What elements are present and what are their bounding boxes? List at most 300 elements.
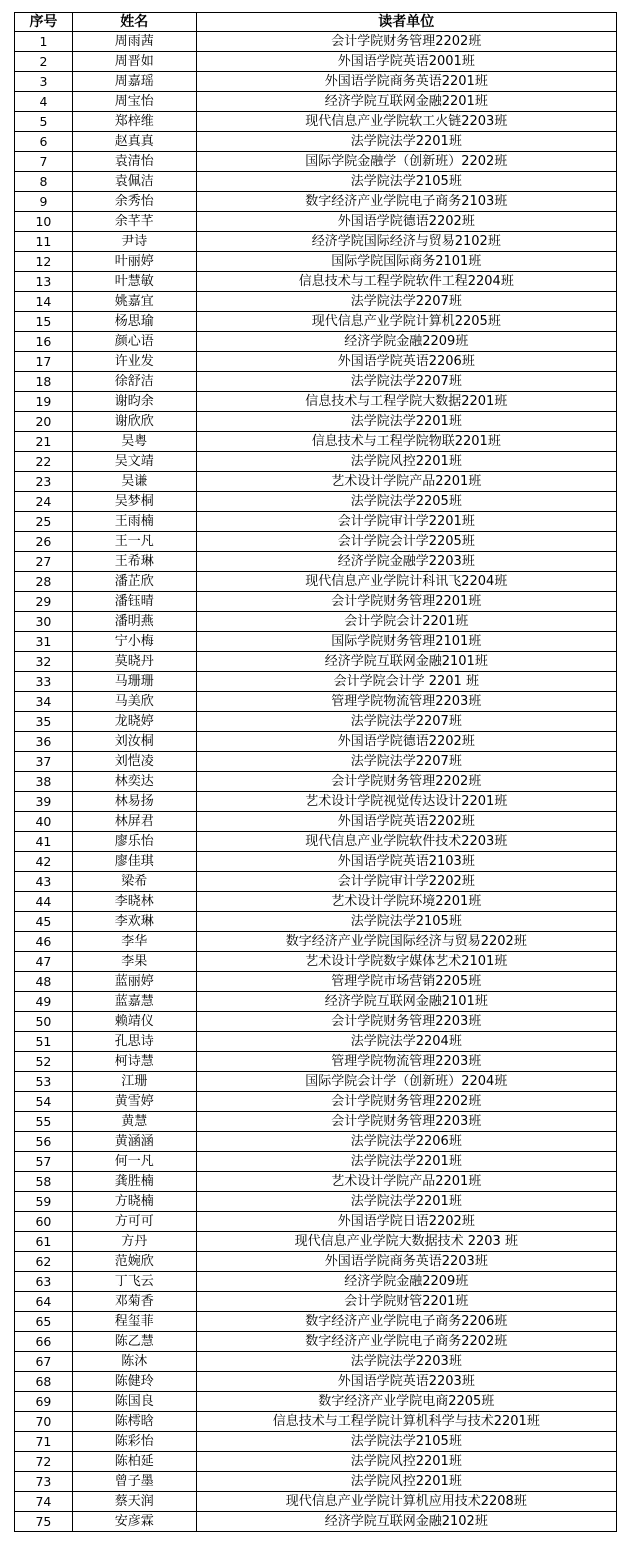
serial-number-cell: 74 [15,1492,73,1512]
name-cell: 宁小梅 [72,632,196,652]
serial-number-cell: 48 [15,972,73,992]
name-cell: 马美欣 [72,692,196,712]
reader-unit-cell: 法学院风控2201班 [196,1472,616,1492]
reader-unit-cell: 国际学院金融学（创新班）2202班 [196,152,616,172]
name-cell: 丁飞云 [72,1272,196,1292]
table-row [15,72,617,92]
serial-number-cell: 31 [15,632,73,652]
serial-number-cell: 63 [15,1272,73,1292]
reader-unit-cell: 数字经济产业学院电商2205班 [196,1392,616,1412]
name-cell: 龙晓婷 [72,712,196,732]
table-row [15,812,617,832]
table-row [15,52,617,72]
name-cell: 叶慧敏 [72,272,196,292]
name-cell: 潘明燕 [72,612,196,632]
reader-unit-cell: 法学院法学2201班 [196,1152,616,1172]
serial-number-cell: 72 [15,1452,73,1472]
reader-unit-cell: 法学院法学2207班 [196,372,616,392]
reader-unit-cell: 法学院法学2105班 [196,1432,616,1452]
reader-unit-cell: 艺术设计学院产品2201班 [196,472,616,492]
name-cell: 余秀怡 [72,192,196,212]
serial-number-cell: 51 [15,1032,73,1052]
serial-number-cell: 44 [15,892,73,912]
name-cell: 周晋如 [72,52,196,72]
table-row [15,1232,617,1252]
name-cell: 颜心语 [72,332,196,352]
serial-number-cell: 37 [15,752,73,772]
table-row [15,1172,617,1192]
name-cell: 黄慧 [72,1112,196,1132]
name-cell: 曾子墨 [72,1472,196,1492]
serial-number-cell: 57 [15,1152,73,1172]
reader-unit-cell: 外国语学院商务英语2201班 [196,72,616,92]
serial-number-cell: 68 [15,1372,73,1392]
table-row [15,1152,617,1172]
reader-unit-cell: 会计学院财务管理2202班 [196,772,616,792]
table-row [15,672,617,692]
name-cell: 江珊 [72,1072,196,1092]
table-row [15,1472,617,1492]
table-row [15,92,617,112]
reader-unit-cell: 法学院法学2207班 [196,752,616,772]
reader-unit-cell: 会计学院财务管理2202班 [196,1092,616,1112]
table-row [15,552,617,572]
name-cell: 潘钰晴 [72,592,196,612]
reader-unit-cell: 国际学院会计学（创新班）2204班 [196,1072,616,1092]
table-row [15,772,617,792]
name-cell: 李晓林 [72,892,196,912]
serial-number-cell: 38 [15,772,73,792]
table-row [15,412,617,432]
name-cell: 邓菊香 [72,1292,196,1312]
serial-number-cell: 73 [15,1472,73,1492]
serial-number-cell: 21 [15,432,73,452]
table-row [15,292,617,312]
table-row [15,612,617,632]
table-row [15,872,617,892]
table-row [15,532,617,552]
table-row [15,1332,617,1352]
serial-number-cell: 46 [15,932,73,952]
reader-unit-cell: 会计学院财务管理2201班 [196,592,616,612]
reader-unit-cell: 现代信息产业学院计算机2205班 [196,312,616,332]
table-row [15,932,617,952]
table-row [15,592,617,612]
name-cell: 吴粤 [72,432,196,452]
reader-unit-cell: 现代信息产业学院计科讯飞2204班 [196,572,616,592]
table-row [15,1092,617,1112]
table-row [15,392,617,412]
name-cell: 姚嘉宜 [72,292,196,312]
table-row [15,1392,617,1412]
name-cell: 范婉欣 [72,1252,196,1272]
reader-unit-cell: 现代信息产业学院计算机应用技术2208班 [196,1492,616,1512]
name-cell: 黄雪婷 [72,1092,196,1112]
serial-number-cell: 17 [15,352,73,372]
reader-unit-cell: 经济学院金融2209班 [196,1272,616,1292]
table-row [15,172,617,192]
serial-number-cell: 64 [15,1292,73,1312]
reader-unit-cell: 会计学院财务管理2203班 [196,1112,616,1132]
reader-list-table [14,12,617,1532]
serial-number-cell: 41 [15,832,73,852]
serial-number-cell: 59 [15,1192,73,1212]
serial-number-cell: 19 [15,392,73,412]
table-row [15,912,617,932]
serial-number-cell: 58 [15,1172,73,1192]
name-cell: 周嘉瑶 [72,72,196,92]
table-row [15,1452,617,1472]
table-row [15,732,617,752]
name-cell: 林屏君 [72,812,196,832]
serial-number-cell: 33 [15,672,73,692]
table-row [15,1132,617,1152]
reader-unit-cell: 经济学院金融2209班 [196,332,616,352]
name-cell: 龚胜楠 [72,1172,196,1192]
reader-unit-cell: 外国语学院英语2206班 [196,352,616,372]
table-row [15,1212,617,1232]
serial-number-cell: 32 [15,652,73,672]
name-cell: 陈柏延 [72,1452,196,1472]
table-row [15,952,617,972]
reader-unit-cell: 外国语学院德语2202班 [196,732,616,752]
reader-unit-cell: 经济学院互联网金融2201班 [196,92,616,112]
table-row [15,232,617,252]
reader-unit-cell: 法学院法学2201班 [196,132,616,152]
table-row [15,852,617,872]
table-row [15,152,617,172]
name-cell: 许业发 [72,352,196,372]
header-row [15,13,617,32]
serial-number-cell: 36 [15,732,73,752]
serial-number-cell: 24 [15,492,73,512]
reader-unit-cell: 法学院法学2203班 [196,1352,616,1372]
name-cell: 谢昀余 [72,392,196,412]
name-cell: 刘汝桐 [72,732,196,752]
reader-unit-cell: 会计学院财务管理2202班 [196,32,616,52]
serial-number-cell: 54 [15,1092,73,1112]
table-row [15,372,617,392]
reader-unit-cell: 经济学院金融学2203班 [196,552,616,572]
name-cell: 潘芷欣 [72,572,196,592]
name-cell: 梁希 [72,872,196,892]
name-cell: 柯诗慧 [72,1052,196,1072]
name-cell: 蓝丽婷 [72,972,196,992]
table-row [15,352,617,372]
name-cell: 李欢琳 [72,912,196,932]
serial-number-cell: 71 [15,1432,73,1452]
name-cell: 陈乙慧 [72,1332,196,1352]
table-row [15,312,617,332]
name-cell: 何一凡 [72,1152,196,1172]
name-cell: 周雨茜 [72,32,196,52]
name-cell: 安彦霖 [72,1512,196,1532]
reader-unit-cell: 会计学院会计学 2201 班 [196,672,616,692]
name-cell: 周宝怡 [72,92,196,112]
name-cell: 尹诗 [72,232,196,252]
name-cell: 廖佳琪 [72,852,196,872]
reader-unit-cell: 艺术设计学院环境2201班 [196,892,616,912]
name-cell: 郑梓维 [72,112,196,132]
serial-number-cell: 9 [15,192,73,212]
serial-number-cell: 55 [15,1112,73,1132]
table-row [15,472,617,492]
name-cell: 陈国良 [72,1392,196,1412]
reader-unit-cell: 信息技术与工程学院软件工程2204班 [196,272,616,292]
name-cell: 袁清怡 [72,152,196,172]
table-row [15,1052,617,1072]
reader-unit-cell: 数字经济产业学院电子商务2202班 [196,1332,616,1352]
name-cell: 陈沐 [72,1352,196,1372]
table-row [15,1432,617,1452]
name-cell: 陈樗晗 [72,1412,196,1432]
name-cell: 程玺菲 [72,1312,196,1332]
table-row [15,112,617,132]
table-row [15,1492,617,1512]
reader-unit-cell: 经济学院互联网金融2102班 [196,1512,616,1532]
serial-number-cell: 3 [15,72,73,92]
name-cell: 马珊珊 [72,672,196,692]
name-cell: 王希琳 [72,552,196,572]
table-row [15,992,617,1012]
serial-number-cell: 47 [15,952,73,972]
name-cell: 李果 [72,952,196,972]
table-row [15,572,617,592]
serial-number-cell: 11 [15,232,73,252]
serial-number-cell: 5 [15,112,73,132]
table-row [15,1192,617,1212]
table-row [15,792,617,812]
reader-unit-cell: 会计学院财管2201班 [196,1292,616,1312]
serial-number-cell: 7 [15,152,73,172]
reader-unit-cell: 法学院风控2201班 [196,1452,616,1472]
reader-unit-cell: 管理学院物流管理2203班 [196,692,616,712]
table-row [15,1112,617,1132]
serial-number-cell: 53 [15,1072,73,1092]
name-cell: 林易扬 [72,792,196,812]
header-serial-number: 序号 [15,13,73,32]
table-row [15,332,617,352]
serial-number-cell: 75 [15,1512,73,1532]
reader-unit-cell: 法学院法学2207班 [196,292,616,312]
serial-number-cell: 18 [15,372,73,392]
reader-unit-cell: 法学院法学2205班 [196,492,616,512]
name-cell: 廖乐怡 [72,832,196,852]
serial-number-cell: 6 [15,132,73,152]
reader-unit-cell: 信息技术与工程学院物联2201班 [196,432,616,452]
serial-number-cell: 25 [15,512,73,532]
name-cell: 莫晓丹 [72,652,196,672]
table-row [15,1292,617,1312]
serial-number-cell: 26 [15,532,73,552]
serial-number-cell: 56 [15,1132,73,1152]
serial-number-cell: 34 [15,692,73,712]
table-row [15,512,617,532]
serial-number-cell: 30 [15,612,73,632]
reader-unit-cell: 现代信息产业学院软工火链2203班 [196,112,616,132]
reader-unit-cell: 会计学院财务管理2203班 [196,1012,616,1032]
reader-unit-cell: 法学院法学2105班 [196,912,616,932]
reader-unit-cell: 国际学院财务管理2101班 [196,632,616,652]
serial-number-cell: 20 [15,412,73,432]
name-cell: 王雨楠 [72,512,196,532]
name-cell: 方可可 [72,1212,196,1232]
table-row [15,832,617,852]
serial-number-cell: 1 [15,32,73,52]
serial-number-cell: 65 [15,1312,73,1332]
reader-unit-cell: 会计学院会计2201班 [196,612,616,632]
name-cell: 方晓楠 [72,1192,196,1212]
serial-number-cell: 22 [15,452,73,472]
name-cell: 余芊芊 [72,212,196,232]
name-cell: 赵真真 [72,132,196,152]
table-row [15,752,617,772]
serial-number-cell: 66 [15,1332,73,1352]
reader-unit-cell: 外国语学院英语2203班 [196,1372,616,1392]
header-reader-unit: 读者单位 [196,13,616,32]
table-row [15,1372,617,1392]
table-row [15,1272,617,1292]
serial-number-cell: 43 [15,872,73,892]
reader-unit-cell: 外国语学院英语2202班 [196,812,616,832]
name-cell: 赖靖仪 [72,1012,196,1032]
serial-number-cell: 60 [15,1212,73,1232]
table-row [15,1012,617,1032]
reader-unit-cell: 数字经济产业学院电子商务2206班 [196,1312,616,1332]
reader-unit-cell: 经济学院国际经济与贸易2102班 [196,232,616,252]
reader-unit-cell: 外国语学院英语2001班 [196,52,616,72]
reader-unit-cell: 艺术设计学院数字媒体艺术2101班 [196,952,616,972]
table-row [15,272,617,292]
table-row [15,712,617,732]
table-row [15,492,617,512]
serial-number-cell: 39 [15,792,73,812]
name-cell: 吴文靖 [72,452,196,472]
name-cell: 刘恺凌 [72,752,196,772]
serial-number-cell: 62 [15,1252,73,1272]
table-row [15,212,617,232]
name-cell: 谢欣欣 [72,412,196,432]
name-cell: 徐舒洁 [72,372,196,392]
table-row [15,132,617,152]
table-row [15,1312,617,1332]
reader-unit-cell: 数字经济产业学院国际经济与贸易2202班 [196,932,616,952]
serial-number-cell: 69 [15,1392,73,1412]
reader-unit-cell: 法学院法学2206班 [196,1132,616,1152]
serial-number-cell: 27 [15,552,73,572]
name-cell: 吴谦 [72,472,196,492]
table-row [15,32,617,52]
serial-number-cell: 45 [15,912,73,932]
table-row [15,452,617,472]
serial-number-cell: 8 [15,172,73,192]
reader-unit-cell: 外国语学院德语2202班 [196,212,616,232]
reader-unit-cell: 信息技术与工程学院计算机科学与技术2201班 [196,1412,616,1432]
table-row [15,632,617,652]
name-cell: 叶丽婷 [72,252,196,272]
name-cell: 陈彩怡 [72,1432,196,1452]
name-cell: 吴梦桐 [72,492,196,512]
name-cell: 方丹 [72,1232,196,1252]
reader-unit-cell: 会计学院审计学2201班 [196,512,616,532]
table-row [15,192,617,212]
reader-unit-cell: 经济学院互联网金融2101班 [196,992,616,1012]
reader-unit-cell: 信息技术与工程学院大数据2201班 [196,392,616,412]
table-row [15,1072,617,1092]
serial-number-cell: 10 [15,212,73,232]
name-cell: 蔡天润 [72,1492,196,1512]
table-row [15,1032,617,1052]
serial-number-cell: 28 [15,572,73,592]
serial-number-cell: 16 [15,332,73,352]
reader-unit-cell: 管理学院物流管理2203班 [196,1052,616,1072]
table-body [15,32,617,1532]
name-cell: 黄涵涵 [72,1132,196,1152]
serial-number-cell: 13 [15,272,73,292]
reader-unit-cell: 法学院法学2207班 [196,712,616,732]
reader-unit-cell: 法学院风控2201班 [196,452,616,472]
reader-unit-cell: 外国语学院商务英语2203班 [196,1252,616,1272]
reader-unit-cell: 国际学院国际商务2101班 [196,252,616,272]
table-row [15,252,617,272]
name-cell: 李华 [72,932,196,952]
reader-unit-cell: 现代信息产业学院软件技术2203班 [196,832,616,852]
serial-number-cell: 40 [15,812,73,832]
table-row [15,1512,617,1532]
serial-number-cell: 15 [15,312,73,332]
reader-unit-cell: 法学院法学2105班 [196,172,616,192]
reader-unit-cell: 会计学院会计学2205班 [196,532,616,552]
reader-unit-cell: 现代信息产业学院大数据技术 2203 班 [196,1232,616,1252]
table-row [15,972,617,992]
reader-unit-cell: 外国语学院英语2103班 [196,852,616,872]
serial-number-cell: 61 [15,1232,73,1252]
table-row [15,1352,617,1372]
serial-number-cell: 12 [15,252,73,272]
table-row [15,1412,617,1432]
reader-unit-cell: 法学院法学2201班 [196,412,616,432]
reader-unit-cell: 管理学院市场营销2205班 [196,972,616,992]
name-cell: 杨思瑜 [72,312,196,332]
name-cell: 袁佩洁 [72,172,196,192]
serial-number-cell: 2 [15,52,73,72]
serial-number-cell: 29 [15,592,73,612]
name-cell: 林奕达 [72,772,196,792]
table-row [15,652,617,672]
serial-number-cell: 49 [15,992,73,1012]
reader-unit-cell: 会计学院审计学2202班 [196,872,616,892]
table-row [15,892,617,912]
reader-unit-cell: 艺术设计学院产品2201班 [196,1172,616,1192]
name-cell: 王一凡 [72,532,196,552]
serial-number-cell: 23 [15,472,73,492]
name-cell: 蓝嘉慧 [72,992,196,1012]
reader-unit-cell: 数字经济产业学院电子商务2103班 [196,192,616,212]
table-row [15,692,617,712]
serial-number-cell: 50 [15,1012,73,1032]
name-cell: 孔思诗 [72,1032,196,1052]
serial-number-cell: 35 [15,712,73,732]
table-row [15,1252,617,1272]
reader-unit-cell: 法学院法学2201班 [196,1192,616,1212]
reader-unit-cell: 法学院法学2204班 [196,1032,616,1052]
reader-unit-cell: 外国语学院日语2202班 [196,1212,616,1232]
serial-number-cell: 14 [15,292,73,312]
table-row [15,432,617,452]
serial-number-cell: 52 [15,1052,73,1072]
serial-number-cell: 4 [15,92,73,112]
serial-number-cell: 67 [15,1352,73,1372]
